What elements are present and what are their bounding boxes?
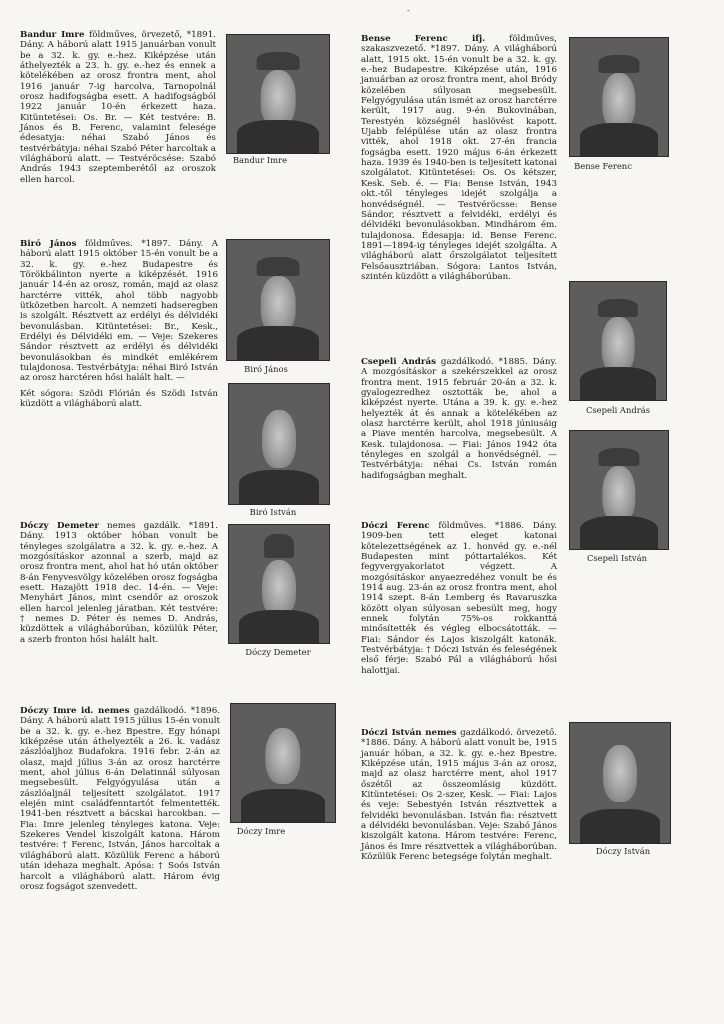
entry-name: Dóczi István nemes	[361, 728, 457, 738]
caption-csepeli-istvan: Csepeli István	[586, 553, 648, 563]
caption-doczy-demeter: Dóczy Demeter	[245, 647, 311, 657]
caption-doczy-istvan: Dóczy István	[595, 846, 651, 856]
entry-doczy-demeter	[20, 521, 218, 650]
portrait-doczy-imre	[230, 703, 336, 823]
entry-text: nemes gazdálk. *1891. Dány. 1913 október hóban vonult be tényleges szolgálatra a 32. k. gy. e.-hez. A mozgósításkor azonnal a szerb, majd az orosz frontra ment, ahol hat hó után október 8-án Fenyvesvölgy közelében orosz fogságba esett. Hazajött 1918 dec. 14-én. — Veje: Menyhárt János, mint csendőr az oroszok ellen harcol jelenleg járatban. Két testvére: † nemes D. Péter és nemes D. András, küzdöttek a világháborúban, közülük Péter, a szerb fronton hősi halált halt.	[20, 521, 218, 645]
portrait-doczy-demeter	[228, 524, 330, 644]
entry-doczi-ferenc	[361, 521, 557, 681]
entry-name: Dóczy Demeter	[20, 521, 99, 531]
entry-text: földműves, örvezető, *1891. Dány. A háború alatt 1915 januárban vonult be a 32. k. gy. e.-hez. Kiképzése után áthelyezték a 23. h. gy. e.-hez és ennek a kötelékében az orosz frontra ment, ahol 1916 január 7-ig harcolva, Tarnopolnál orosz hadifogságba esett. A hadifogságból 1922 január 10-én érkezett haza. Kitüntetései: Os. Br. — Két testvére: B. János és B. Ferenc, valamint felesége édesatyja: néhai Szabó János és testvérbátyja: néhai Szabó Péter harcoltak a világháború alatt. — Testvéröcsése: Szabó András 1943 szeptemberétől az oroszok ellen harcol.	[20, 30, 216, 185]
caption-bense-ferenc: Bense Ferenc	[574, 161, 632, 171]
portrait-bense-ferenc	[569, 37, 669, 157]
entry-bense-ferenc	[361, 34, 557, 287]
caption-doczy-imre: Dóczy Imre	[236, 826, 286, 836]
entry-name: Dóczi Ferenc	[361, 521, 430, 531]
entry-text: földműves. *1897. Dány. A háború alatt 1915 október 15-én vonult be a 32. k. gy. e.-hez Budapestre és Törökbálinton nyerte a kiképzését. 1916 január 14-én az orosz, román, majd az olasz harctérre vitték, ahol több nagyobb ütközetben harcolt. A nemzeti hadseregben is szolgált. Résztvett az erdélyi és délvidéki bevonulásban. Kitüntetései: Br., Kesk., Erdélyi és Délvidéki em. — Veje: Szekeres Sándor résztvett az erdélyi és délvidéki bevonulásokban és mindkét emlékérem tulajdonosa. Testvérbátyja: néhai Biró István az orosz harctéren hősi halált halt. —	[20, 239, 219, 384]
entry-text-continued: Két sógora: Szödi Flórián és Szödi István küzdött a világháború alatt.	[20, 388, 218, 410]
portrait-csepeli-andras	[569, 281, 667, 401]
page-top-mark: -	[407, 6, 410, 15]
caption-biro-janos: Biró János	[244, 364, 288, 374]
entry-name: Dóczy Imre id. nemes	[20, 706, 130, 716]
caption-bandur-imre: Bandur Imre	[232, 155, 288, 165]
entry-name: Bense Ferenc ifj.	[361, 34, 486, 44]
entry-doczy-imre	[20, 706, 220, 897]
entry-name: Csepeli András	[361, 357, 436, 367]
entry-bandur-imre	[20, 30, 216, 190]
entry-doczi-istvan	[361, 728, 557, 867]
entry-text: földműves, szakaszvezető. *1897. Dány. A világháború alatt, 1915 okt. 15-én vonult be a 32. k. gy. e.-hez Budapestre. Kiképzése után, 1916 januárban az orosz frontra ment, ahol Bródy közelében súlyosan megsebesült. Felgyógyulása után ismét az orosz harctérre került, 1917 aug. 9-én Bukovinában, Terestyén községnél haslövést kapott. Ujabb felépülése után az olasz frontra vitték, ahol 1918 okt. 27-én francia fogságba esett. 1920 május 6-án érkezett haza. 1939 és 1940-ben is teljesített katonai szolgálatot. Kitüntetései: Os. Os kétszer, Kesk. Seb. é. — Fia: Bense István, 1943 okt.-től tényleges idejét szolgálja a honvédségnél. — Testvéröcsse: Bense Sándor, résztvett a felvidéki, erdélyi és délvidéki bevonulásokban. Mindhárom ém. tulajdonosa. Édesapja: id. Bense Ferenc. 1891—1894-ig tényleges idejét szolgálta. A világháború alatt őrszolgálatot teljesített Felsőausztriában. Sógora: Lantos István, szintén küzdött a világháborúban.	[361, 34, 557, 282]
entry-text: földműves. *1886. Dány. 1909-ben tett eleget katonai kötelezettségének az 1. honvéd gy. e.-nél Budapesten mint póttartalékos. Két fegyvergyakorlatot végzett. A mozgósításkor anyaezredéhez vonult be és 1914 aug. 23-án az orosz frontra ment, ahol 1914 szept. 8-án Lemberg és Ravaruszka között olyan súlyosan sebesült meg, hogy ennek folytán 75%-os rokkanttá minősítették és végleg elbocsátották. — Fiai: Sándor és Lajos kiszolgált katonák. Testvérbátyja: † Dóczi István és feleségének első férje: Szabó Pál a világháború hősi halottjai.	[361, 521, 558, 676]
caption-csepeli-andras: Csepeli András	[585, 405, 651, 415]
caption-biro-istvan: Biró István	[249, 507, 297, 517]
portrait-bandur-imre	[226, 34, 330, 154]
entry-name: Bandur Imre	[20, 30, 85, 40]
entry-biro-janos	[20, 239, 218, 415]
portrait-doczy-istvan	[569, 722, 671, 844]
entry-text: gazdálkodó. *1896. Dány. A háború alatt 1915 július 15-én vonult be a 32. k. gy. e.-hez Bpestre. Egy hónapi kiképzése után áthelyezték a 26. k. vadász zászlóaljhoz Budafokra. 1916 febr. 2-án az olasz, majd július 3-án az orosz harctérre ment, ahol július 6-án Delatinnál súlyosan megsebesült. Felgyógyulása után a zászlóaljnál teljesített szolgálatot. 1917 elején mint családfenntartót felmentették. 1941-ben résztvett a bácskai harcokban. — Fia: Imre jelenleg tényleges katona. Veje: Szekeres Vendel kiszolgált katona. Három testvére: † Ferenc, István, János harcoltak a világháború alatt. Közülük Ferenc a háború után idehaza meghalt. Apósa: † Soós István harcolt a világháború alatt. Három évig orosz fogságot szenvedett.	[20, 706, 220, 892]
portrait-biro-janos	[226, 239, 330, 361]
entry-text: gazdálkodó. örvezető. *1886. Dány. A háború alatt vonult be, 1915 január hóban, a 32. k. gy. e.-hez Bpestre. Kiképzése után, 1915 május 3-án az orosz, majd az olasz harctérre ment, ahol 1917 őszétől az összeomlásig küzdött. Kitüntetései: Os 2-szer, Kesk. — Fiai: Lajos és veje: Sebestyén István résztvettek a felvidéki bevonulásban. István fia: résztvett a délvidéki bevonulásban. Veje: Szabó János kiszolgált katona. Három testvére: Ferenc, János és Imre résztvettek a világháborúban. Közülük Ferenc betegsége folytán meghalt.	[361, 728, 557, 863]
entry-name: Biró János	[20, 239, 77, 249]
entry-csepeli-andras	[361, 357, 557, 486]
entry-text: gazdálkodó. *1885. Dány. A mozgósításkor a szekérszekkel az orosz frontra ment. 1915 február 20-án a 32. k. gyalogezredhez osztották be, ahol a kiképzést nyerte. Utána a 39. k. gy. e.-hez helyezték át és annak a kötelékében az olasz harctérre került, ahol 1918 júniusáig a Piave mentén harcolva, megsebesült. A Kesk. tulajdonosa. — Fiai: János 1942 óta tényleges en szolgál a honvédségnél. — Testvérbátyja: néhai Cs. István román hadifogságban meghalt.	[361, 357, 557, 481]
portrait-biro-istvan	[228, 383, 330, 505]
portrait-csepeli-istvan	[569, 430, 669, 550]
